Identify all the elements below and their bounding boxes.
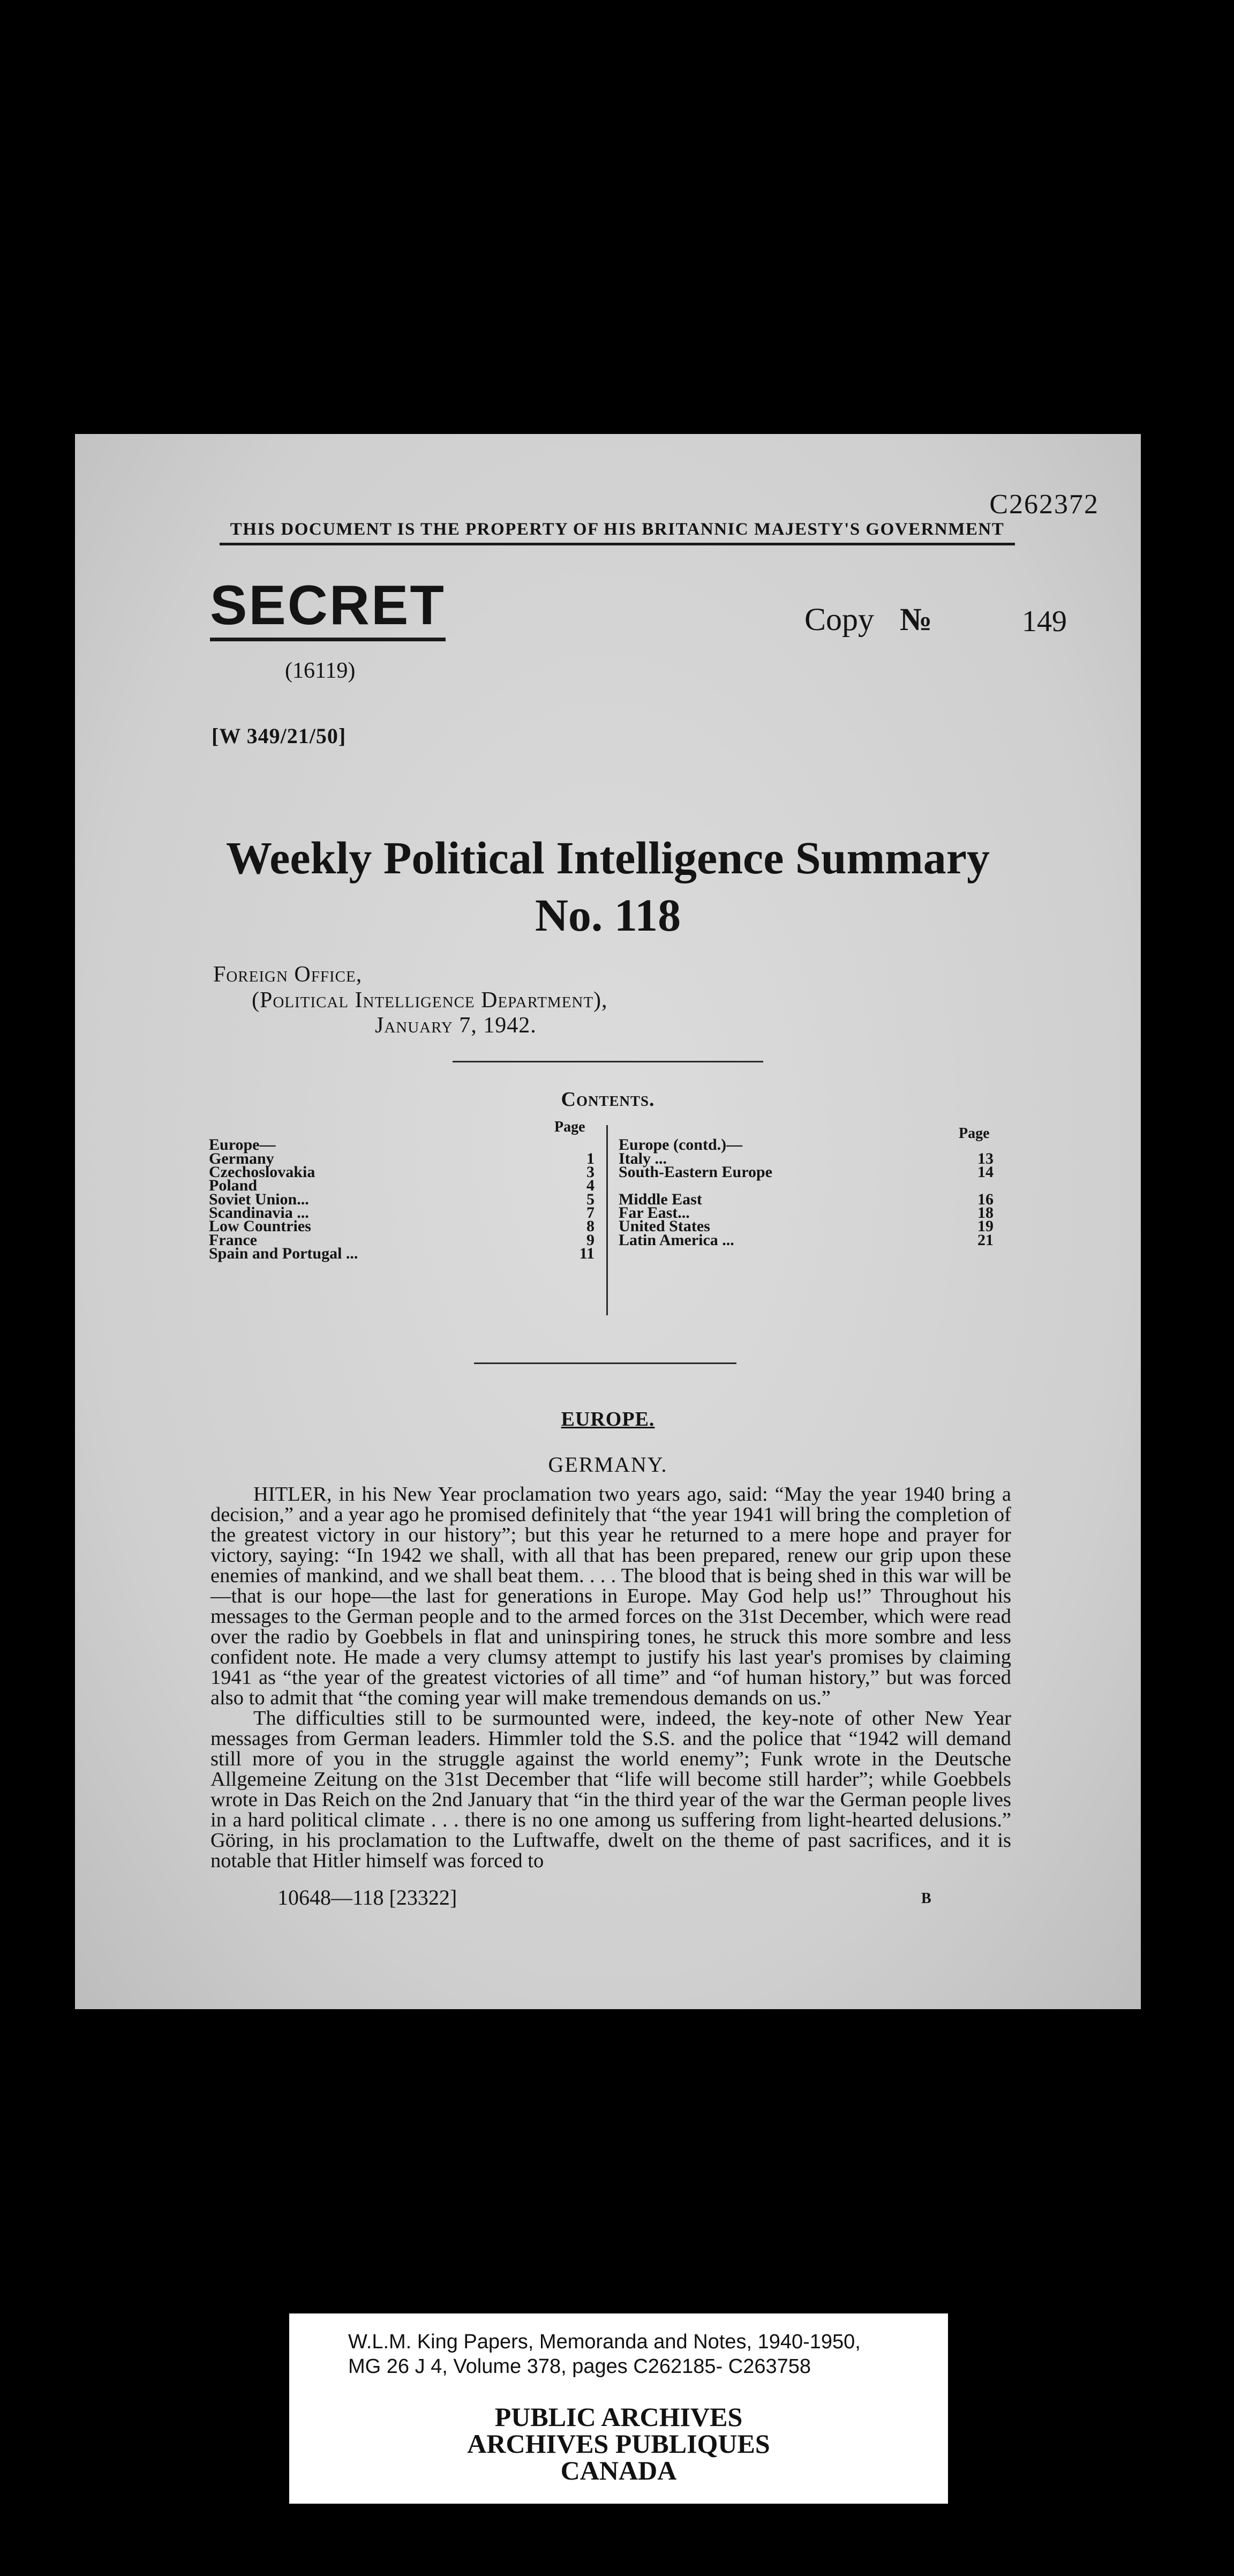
contents-group-heading: Europe— bbox=[209, 1136, 276, 1154]
contents-entry-page: 19 bbox=[977, 1217, 994, 1235]
contents-entry-page: 13 bbox=[977, 1150, 994, 1167]
section-heading: EUROPE. bbox=[561, 1408, 655, 1431]
contents-entry-page: 18 bbox=[977, 1204, 994, 1222]
contents-entry-name: Germany bbox=[209, 1150, 274, 1167]
contents-entry-page: 3 bbox=[586, 1163, 595, 1181]
serial-code: (16119) bbox=[285, 658, 356, 683]
copy-number-sign: № bbox=[900, 602, 932, 637]
property-notice: THIS DOCUMENT IS THE PROPERTY OF HIS BRITANNIC MAJESTY'S GOVERNMENT bbox=[220, 520, 1015, 545]
contents-page-heading-left: Page bbox=[554, 1119, 585, 1135]
document-title: Weekly Political Intelligence Summary bbox=[226, 832, 990, 883]
contents-entry-name: France bbox=[209, 1231, 257, 1249]
contents-entry-name: Far East... bbox=[619, 1204, 690, 1222]
contents-entry-page: 8 bbox=[586, 1217, 595, 1235]
contents-group-heading: Europe (contd.)— bbox=[619, 1136, 743, 1154]
office-line: Foreign Office, bbox=[213, 962, 363, 987]
archive-label bbox=[289, 2313, 948, 2504]
document-number: No. 118 bbox=[535, 889, 681, 941]
contents-entry-name: Italy ... bbox=[619, 1150, 667, 1167]
contents-entry bbox=[619, 1165, 994, 1180]
copy-label: Copy bbox=[804, 602, 875, 637]
document-page bbox=[75, 434, 1141, 2009]
copy-number: 149 bbox=[1022, 605, 1067, 638]
divider-rule bbox=[453, 1061, 763, 1062]
footer-signature-mark: B bbox=[921, 1890, 931, 1907]
contents-entry-name: United States bbox=[619, 1217, 710, 1235]
contents-entry-name: Spain and Portugal ... bbox=[209, 1245, 358, 1262]
archive-reference-line: MG 26 J 4, Volume 378, pages C262185- C263758 bbox=[348, 2355, 811, 2378]
contents-column-right bbox=[619, 1136, 994, 1249]
footer-code: 10648—118 [23322] bbox=[277, 1885, 457, 1909]
archive-reference-line: W.L.M. King Papers, Memoranda and Notes, 1940-1950, bbox=[348, 2331, 861, 2353]
contents-entry-page: 5 bbox=[586, 1190, 595, 1208]
document-date: January 7, 1942. bbox=[375, 1013, 537, 1038]
contents-column-divider bbox=[606, 1125, 608, 1315]
divider-rule bbox=[474, 1362, 736, 1364]
contents-entry bbox=[619, 1233, 994, 1248]
contents-page-heading-right: Page bbox=[959, 1125, 990, 1142]
sub-heading: GERMANY. bbox=[548, 1452, 668, 1477]
contents-entry-page: 7 bbox=[586, 1204, 595, 1222]
contents-entry-page: 4 bbox=[586, 1177, 595, 1194]
contents-entry-name: South-Eastern Europe bbox=[619, 1163, 772, 1181]
file-code: [W 349/21/50] bbox=[212, 724, 347, 748]
contents-entry-page: 1 bbox=[586, 1150, 595, 1167]
body-paragraph: HITLER, in his New Year proclamation two years ago, said: “May the year 1940 bring a decision,” and a year ago he promised definitely that “the year 1941 will bring the completion of the greatest victory in our history”; but this year he returned to a mere hope and prayer for victory, saying: “In 1942 we shall, with all that has been prepared, renew our grip upon these enemies of mankind, and we shall beat them. . . . The blood that is being shed in this war will be—that is our hope—the last for generations in Europe. May God help us!” Throughout his messages to the German people and to the armed forces on the 31st December, which were read over the radio by Goebbels in flat and uninspiring tones, he struck this more sombre and less confident note. He made a very clumsy attempt to justify his last year's promises by claiming 1941 as “the year of the greatest victories of all time” and “of human history,” but was forced also to admit that “the coming year will make tremendous demands on us.” bbox=[210, 1483, 1011, 1709]
archive-reference bbox=[348, 2330, 884, 2379]
contents-entry-name: Latin America ... bbox=[619, 1231, 734, 1249]
contents-column-left bbox=[209, 1136, 595, 1262]
archive-title-line: ARCHIVES PUBLIQUES bbox=[467, 2429, 770, 2459]
body-text bbox=[210, 1484, 1011, 1871]
contents-entry-name: Soviet Union... bbox=[209, 1190, 309, 1208]
archive-title-line: PUBLIC ARCHIVES bbox=[494, 2402, 743, 2432]
contents-entry bbox=[209, 1165, 595, 1180]
contents-entry-page: 11 bbox=[579, 1245, 595, 1262]
contents-entry-name: Low Countries bbox=[209, 1217, 311, 1235]
contents-entry-name: Scandinavia ... bbox=[209, 1204, 309, 1222]
body-paragraph: The difficulties still to be surmounted were, indeed, the key-note of other New Year messages from German leaders. Himmler told the S.S. and the police that “1942 will demand still more of you in the struggle against the world enemy”; Funk wrote in the Deutsche Allgemeine Zeitung on the 31st December that “life will become still harder”; while Goebbels wrote in Das Reich on the 2nd January that “in the third year of the war the German people lives in a hard political climate . . . there is no one among us suffering from light-hearted delusions.” Göring, in his proclamation to the Luftwaffe, dwelt on the theme of past sacrifices, and it is notable that Hitler himself was forced to bbox=[210, 1707, 1011, 1872]
contents-entry bbox=[209, 1219, 595, 1234]
contents-entry-name: Czechoslovakia bbox=[209, 1163, 315, 1181]
contents-entry-page: 9 bbox=[586, 1231, 595, 1249]
document-reference-number: C262372 bbox=[989, 489, 1099, 520]
classification-stamp: SECRET bbox=[210, 578, 446, 641]
contents-title: Contents. bbox=[561, 1088, 655, 1111]
department-line: (Political Intelligence Department), bbox=[252, 988, 608, 1013]
contents-entry bbox=[209, 1246, 595, 1261]
archive-title-line: CANADA bbox=[560, 2455, 677, 2485]
contents-entry-page: 16 bbox=[977, 1190, 994, 1208]
contents-entry-name: Poland bbox=[209, 1177, 258, 1194]
contents-entry-page: 14 bbox=[977, 1163, 994, 1181]
contents-entry-page: 21 bbox=[977, 1231, 994, 1249]
contents-entry-name: Middle East bbox=[619, 1190, 702, 1208]
